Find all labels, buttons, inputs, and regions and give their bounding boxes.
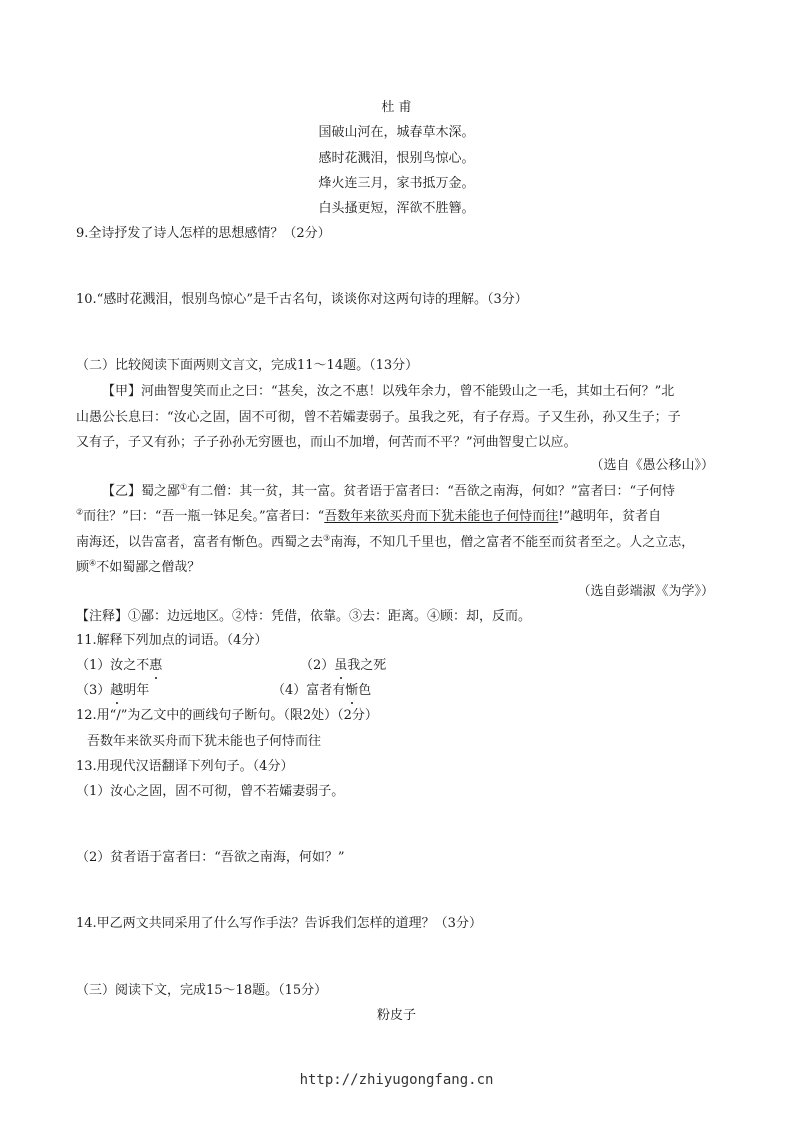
question-12-sentence: 吾数年来欲买舟而下犹未能也子何恃而往 — [87, 734, 322, 749]
question-9: 9.全诗抒发了诗人怎样的思想感情？（2分） — [76, 226, 331, 241]
section-3-title: 粉皮子 — [376, 1008, 416, 1023]
poem-line-1: 国破山河在，城春草木深。 — [318, 125, 475, 140]
passage-jia-line-3: 又有子，子又有孙；子子孙孙无穷匮也，而山不加增，何苦而不平？”河曲智叟亡以应。 — [76, 435, 577, 450]
question-11: 11.解释下列加点的词语。（4分） — [76, 633, 268, 648]
footnote-marker-4: ④ — [89, 558, 97, 568]
question-14: 14.甲乙两文共同采用了什么写作手法？告诉我们怎样的道理？（3分） — [76, 916, 482, 931]
passage-yi-source: （选自彭端淑《为学》） — [577, 584, 714, 599]
passage-yi-line-4: 顾④不如蜀鄙之僧哉？ — [76, 558, 201, 575]
question-13: 13.用现代汉语翻译下列句子。（4分） — [76, 759, 294, 774]
question-13-sentence-2: （2）贫者语于富者曰：“吾欲之南海，何如？” — [76, 850, 345, 865]
underlined-sentence: 吾数年来欲买舟而下犹未能也子何恃而往 — [324, 509, 559, 524]
passage-yi-line-2: ②而往？”曰：“吾一瓶一钵足矣。”富者曰：“吾数年来欲买舟而下犹未能也子何恃而往!”越明年，贫者自 — [76, 507, 662, 524]
footnote-marker-1: ① — [180, 482, 188, 492]
question-11-item-2: （2）虽我之死 — [300, 658, 387, 673]
question-11-item-1: （1）汝之不惠 — [76, 658, 163, 673]
poem-line-3: 烽火连三月，家书抵万金。 — [318, 176, 475, 191]
question-10: 10.“感时花溅泪，恨别鸟惊心”是千古名句，谈谈你对这两句诗的理解。（3分） — [76, 292, 528, 307]
passage-yi-line-3: 南海还，以告富者，富者有惭色。西蜀之去③南海，不知几千里也，僧之富者不能至而贫者至之。人之立志， — [76, 533, 695, 550]
annotation-notes: 【注释】①鄙：边远地区。②恃：凭借，依靠。③去：距离。④顾：却，反而。 — [76, 609, 532, 624]
section-2-heading: （二）比较阅读下面两则文言文，完成11～14题。（13分） — [76, 358, 419, 373]
poem-line-4: 白头搔更短，浑欲不胜簪。 — [318, 201, 475, 216]
question-11-item-4: （4）富者有惭色 — [272, 683, 372, 698]
poem-author: 杜 甫 — [381, 100, 412, 115]
footnote-marker-3: ③ — [323, 533, 331, 543]
poem-line-2: 感时花溅泪，恨别鸟惊心。 — [318, 151, 475, 166]
passage-yi-line-1: 【乙】蜀之鄙①有二僧：其一贫，其一富。贫者语于富者曰：“吾欲之南海，何如？”富者曰：“子何恃 — [102, 482, 676, 499]
question-11-item-3: （3）越明年 — [76, 683, 150, 698]
passage-jia-line-1: 【甲】河曲智叟笑而止之曰：“甚矣，汝之不惠！以残年余力，曾不能毁山之一毛，其如土石何？”北 — [102, 384, 675, 399]
passage-jia-line-2: 山愚公长息曰：“汝心之固，固不可彻，曾不若孀妻弱子。虽我之死，有子存焉。子又生孙，孙又生子；子 — [76, 410, 681, 425]
footnote-marker-2: ② — [76, 507, 84, 517]
footer-url: http://zhiyugongfang.cn — [299, 1072, 494, 1088]
question-13-sentence-1: （1）汝心之固，固不可彻，曾不若孀妻弱子。 — [76, 784, 345, 799]
question-12: 12.用“/”为乙文中的画线句子断句。（限2处）（2分） — [76, 708, 378, 723]
passage-jia-source: （选自《愚公移山》） — [590, 458, 714, 473]
section-3-heading: （三）阅读下文，完成15～18题。（15分） — [76, 983, 328, 998]
